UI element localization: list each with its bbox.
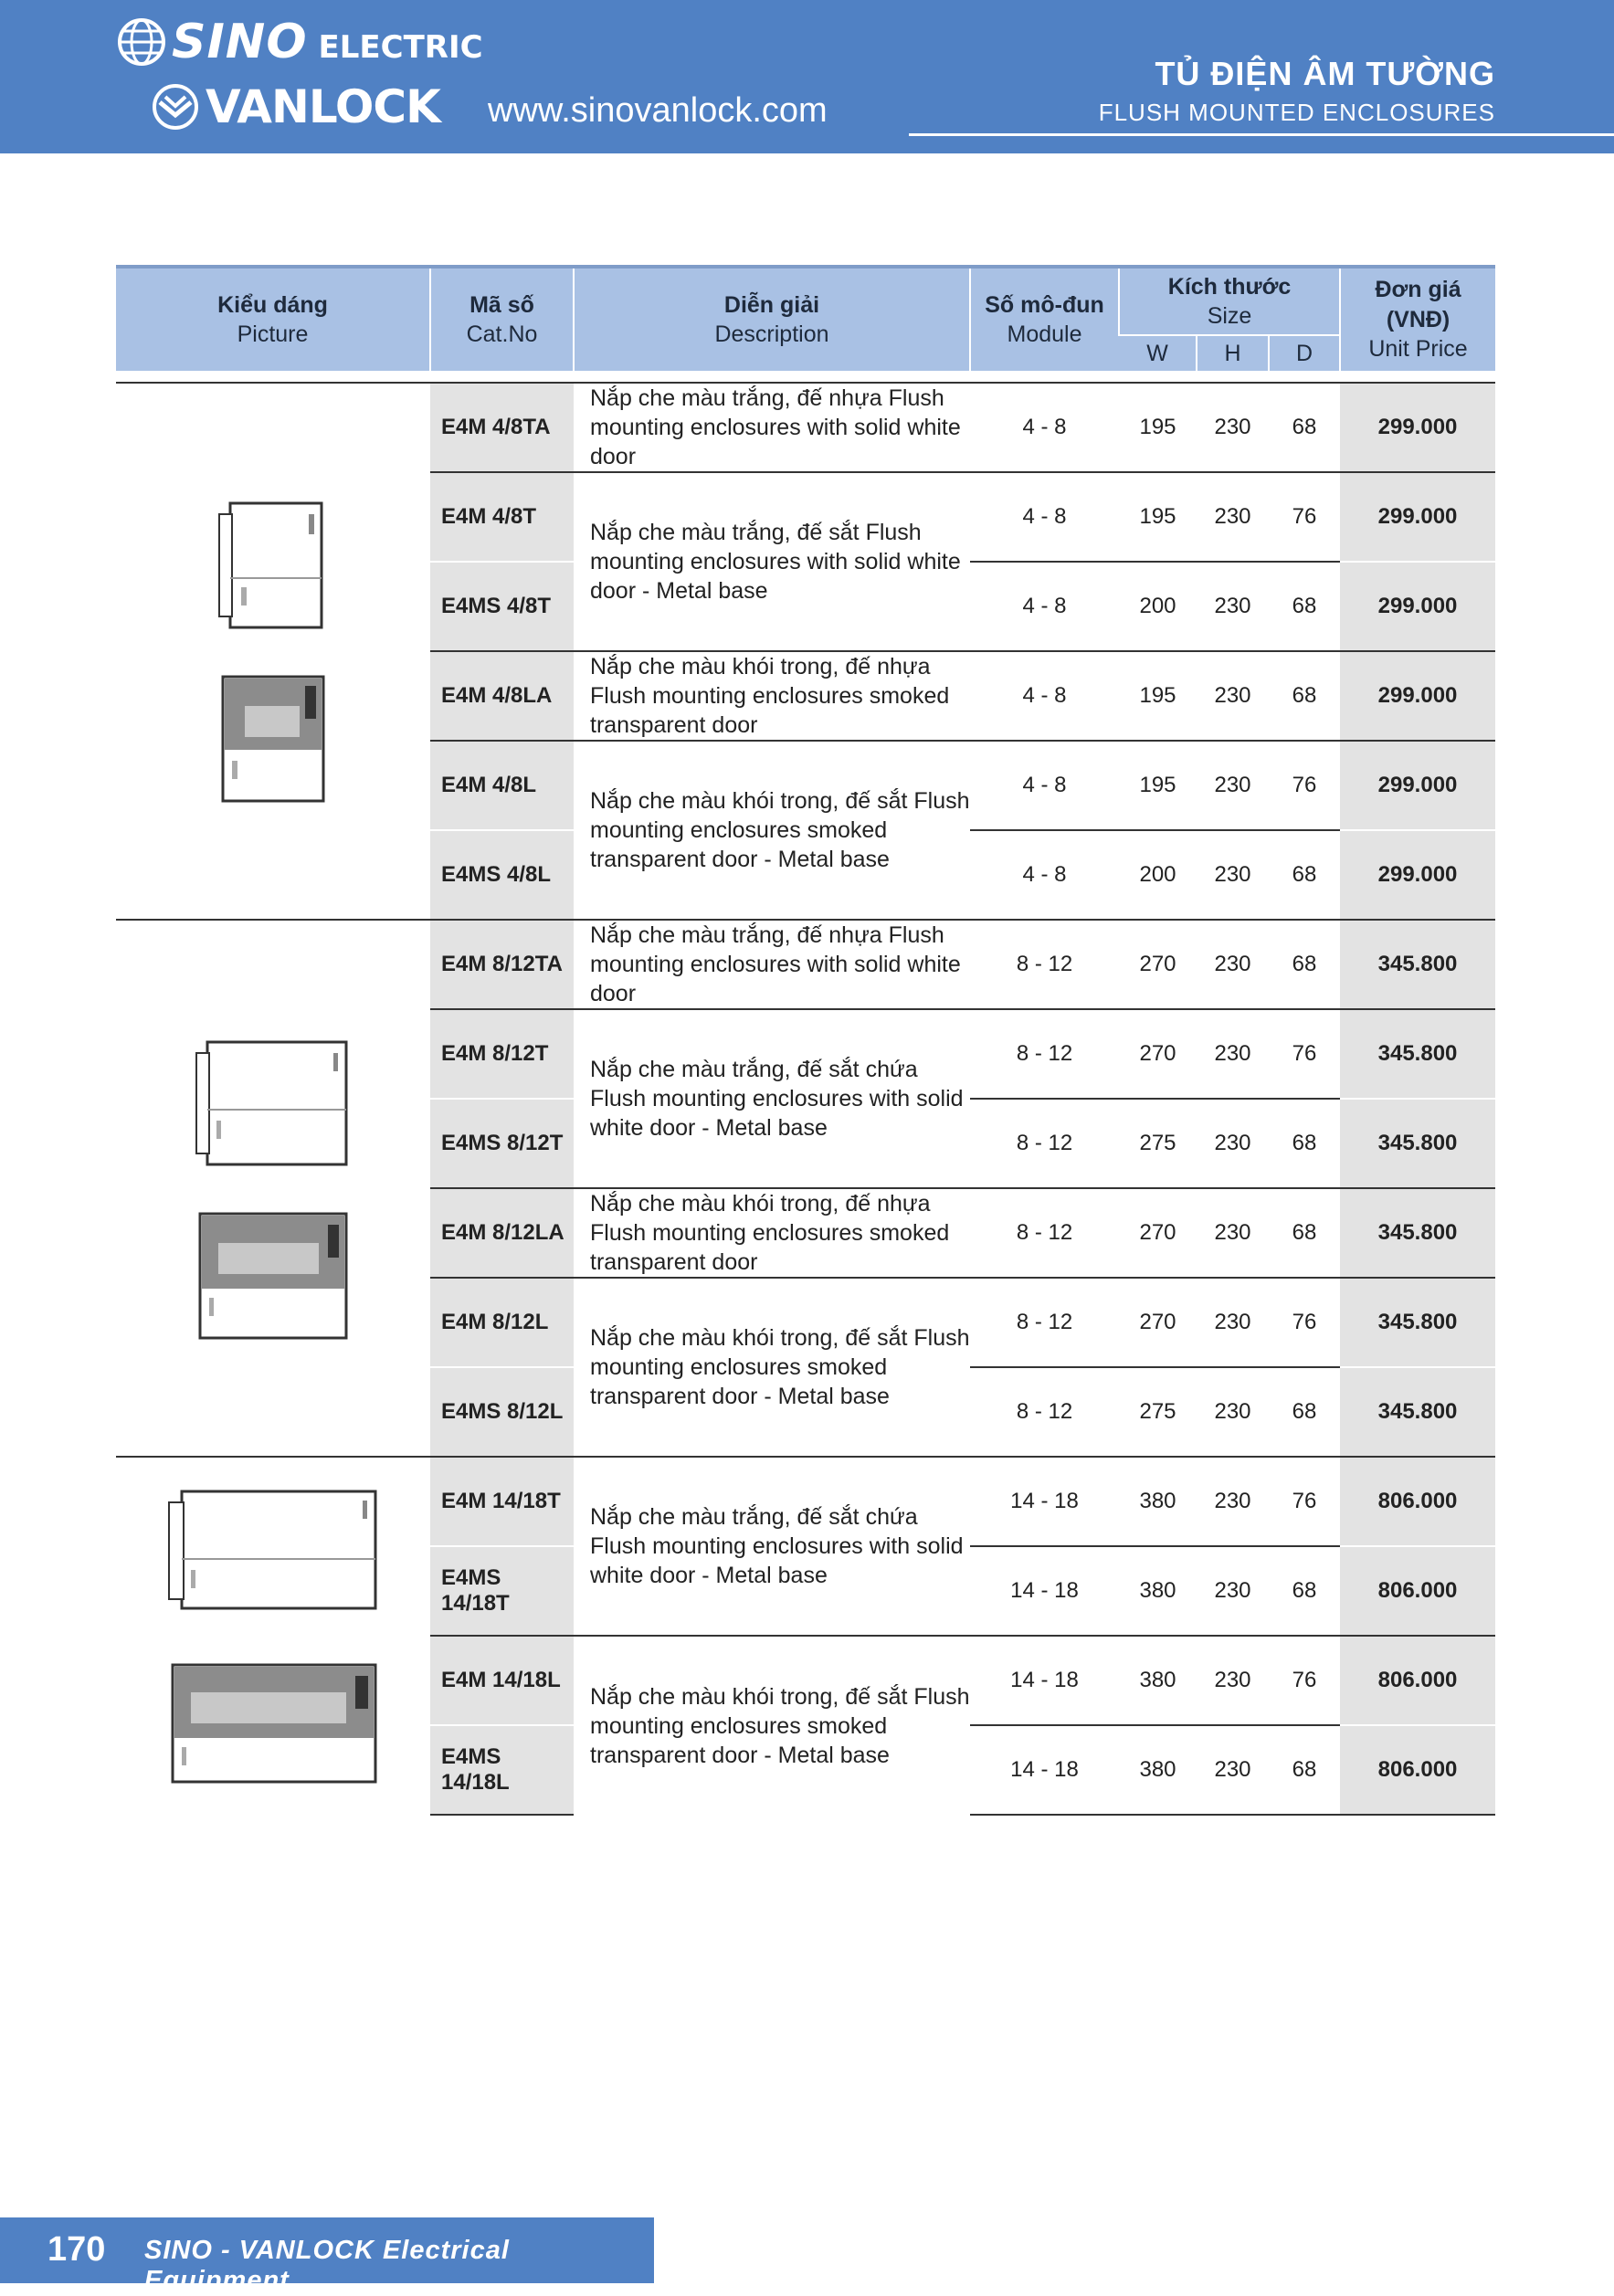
table-row bbox=[116, 1457, 1495, 1546]
size-h: 230 bbox=[1197, 1099, 1269, 1188]
size-w: 275 bbox=[1119, 1099, 1197, 1188]
size-h: 230 bbox=[1197, 1457, 1269, 1546]
module: 4 - 8 bbox=[970, 741, 1119, 830]
size-d: 76 bbox=[1269, 741, 1340, 830]
size-h: 230 bbox=[1197, 1009, 1269, 1099]
size-d: 68 bbox=[1269, 383, 1340, 472]
price-table bbox=[116, 265, 1495, 1816]
size-h: 230 bbox=[1197, 383, 1269, 472]
unit-price: 806.000 bbox=[1340, 1457, 1495, 1546]
module: 4 - 8 bbox=[970, 562, 1119, 651]
brand-vanlock: VANLOCK bbox=[206, 80, 440, 133]
size-d: 76 bbox=[1269, 1278, 1340, 1367]
table-row bbox=[116, 383, 1495, 472]
module: 4 - 8 bbox=[970, 830, 1119, 920]
unit-price: 806.000 bbox=[1340, 1725, 1495, 1815]
size-d: 68 bbox=[1269, 920, 1340, 1009]
vanlock-logo bbox=[151, 80, 440, 133]
cat-no: E4M 4/8LA bbox=[430, 651, 574, 741]
size-d: 68 bbox=[1269, 651, 1340, 741]
white-door-enclosure-image bbox=[214, 496, 332, 633]
unit-price: 299.000 bbox=[1340, 830, 1495, 920]
cat-no: E4M 4/8L bbox=[430, 741, 574, 830]
page-number: 170 bbox=[47, 2230, 106, 2269]
table-row bbox=[116, 920, 1495, 1009]
unit-price: 806.000 bbox=[1340, 1636, 1495, 1725]
cat-no: E4MS 4/8L bbox=[430, 830, 574, 920]
description: Nắp che màu trắng, đế sắt chứa Flush mounting enclosures with solid white door - Metal base bbox=[574, 1457, 970, 1636]
unit-price: 345.800 bbox=[1340, 1188, 1495, 1278]
table-header bbox=[116, 267, 1495, 371]
size-w: 275 bbox=[1119, 1367, 1197, 1457]
smoked-door-enclosure-image bbox=[191, 1206, 355, 1343]
size-h: 230 bbox=[1197, 1636, 1269, 1725]
size-w: 195 bbox=[1119, 741, 1197, 830]
size-w: 380 bbox=[1119, 1725, 1197, 1815]
unit-price: 345.800 bbox=[1340, 1009, 1495, 1099]
size-d: 76 bbox=[1269, 472, 1340, 562]
description: Nắp che màu trắng, đế sắt chứa Flush mounting enclosures with solid white door - Metal base bbox=[574, 1009, 970, 1188]
size-w: 195 bbox=[1119, 651, 1197, 741]
unit-price: 806.000 bbox=[1340, 1546, 1495, 1636]
size-w: 380 bbox=[1119, 1546, 1197, 1636]
unit-price: 299.000 bbox=[1340, 472, 1495, 562]
size-d: 68 bbox=[1269, 1367, 1340, 1457]
header-picture: Kiểu dáng Picture bbox=[116, 267, 430, 371]
size-w: 195 bbox=[1119, 472, 1197, 562]
product-pictures-8-12 bbox=[116, 920, 430, 1457]
description: Nắp che màu trắng, đế nhựa Flush mounting enclosures with solid white door bbox=[574, 920, 970, 1009]
brand-sino: SINO bbox=[172, 15, 308, 69]
cat-no: E4MS 4/8T bbox=[430, 562, 574, 651]
module: 8 - 12 bbox=[970, 1367, 1119, 1457]
cat-no: E4MS 14/18T bbox=[430, 1546, 574, 1636]
size-d: 68 bbox=[1269, 1546, 1340, 1636]
white-door-enclosure-image bbox=[164, 1486, 383, 1614]
module: 14 - 18 bbox=[970, 1636, 1119, 1725]
description: Nắp che màu khói trong, đế nhựa Flush mounting enclosures smoked transparent door bbox=[574, 1188, 970, 1278]
unit-price: 345.800 bbox=[1340, 1278, 1495, 1367]
cat-no: E4MS 8/12T bbox=[430, 1099, 574, 1188]
module: 8 - 12 bbox=[970, 1099, 1119, 1188]
website-url[interactable]: www.sinovanlock.com bbox=[488, 91, 828, 130]
size-w: 270 bbox=[1119, 1009, 1197, 1099]
module: 4 - 8 bbox=[970, 651, 1119, 741]
header-description: Diễn giải Description bbox=[574, 267, 970, 371]
size-w: 380 bbox=[1119, 1457, 1197, 1546]
size-w: 200 bbox=[1119, 562, 1197, 651]
page-title: TỦ ĐIỆN ÂM TƯỜNG bbox=[1155, 55, 1495, 92]
page-footer bbox=[0, 2217, 654, 2295]
header-w: W bbox=[1119, 335, 1197, 371]
module: 14 - 18 bbox=[970, 1457, 1119, 1546]
cat-no: E4M 8/12L bbox=[430, 1278, 574, 1367]
size-h: 230 bbox=[1197, 920, 1269, 1009]
header-unit-price: Đơn giá (VNĐ) Unit Price bbox=[1340, 267, 1495, 371]
cat-no: E4M 8/12T bbox=[430, 1009, 574, 1099]
unit-price: 299.000 bbox=[1340, 562, 1495, 651]
cat-no: E4M 8/12LA bbox=[430, 1188, 574, 1278]
size-h: 230 bbox=[1197, 1188, 1269, 1278]
description: Nắp che màu khói trong, đế sắt Flush mounting enclosures smoked transparent door - Metal base bbox=[574, 1278, 970, 1457]
page-subtitle: FLUSH MOUNTED ENCLOSURES bbox=[1098, 99, 1495, 126]
header-divider bbox=[909, 133, 1614, 136]
size-w: 270 bbox=[1119, 920, 1197, 1009]
module: 14 - 18 bbox=[970, 1546, 1119, 1636]
white-door-enclosure-image bbox=[191, 1033, 355, 1170]
cat-no: E4M 8/12TA bbox=[430, 920, 574, 1009]
brand-electric: ELECTRIC bbox=[318, 29, 483, 66]
vanlock-emblem-icon bbox=[151, 82, 200, 132]
module: 4 - 8 bbox=[970, 383, 1119, 472]
cat-no: E4MS 8/12L bbox=[430, 1367, 574, 1457]
smoked-door-enclosure-image bbox=[164, 1659, 383, 1787]
size-h: 230 bbox=[1197, 1367, 1269, 1457]
size-d: 68 bbox=[1269, 830, 1340, 920]
description: Nắp che màu trắng, đế nhựa Flush mounting enclosures with solid white door bbox=[574, 383, 970, 472]
header-cat-no: Mã số Cat.No bbox=[430, 267, 574, 371]
size-d: 76 bbox=[1269, 1009, 1340, 1099]
cat-no: E4M 4/8T bbox=[430, 472, 574, 562]
header-d: D bbox=[1269, 335, 1340, 371]
unit-price: 299.000 bbox=[1340, 383, 1495, 472]
footer-label: SINO - VANLOCK Electrical Equipment bbox=[144, 2236, 510, 2295]
size-w: 200 bbox=[1119, 830, 1197, 920]
module: 8 - 12 bbox=[970, 920, 1119, 1009]
description: Nắp che màu khói trong, đế nhựa Flush mounting enclosures smoked transparent door bbox=[574, 651, 970, 741]
description: Nắp che màu trắng, đế sắt Flush mounting enclosures with solid white door - Metal base bbox=[574, 472, 970, 651]
product-pictures-14-18 bbox=[116, 1457, 430, 1815]
description: Nắp che màu khói trong, đế sắt Flush mounting enclosures smoked transparent door - Metal base bbox=[574, 1636, 970, 1815]
size-h: 230 bbox=[1197, 1278, 1269, 1367]
product-pictures-4-8 bbox=[116, 383, 430, 920]
size-d: 68 bbox=[1269, 1099, 1340, 1188]
size-d: 68 bbox=[1269, 1188, 1340, 1278]
cat-no: E4M 4/8TA bbox=[430, 383, 574, 472]
header-size: Kích thước Size bbox=[1119, 267, 1340, 335]
module: 8 - 12 bbox=[970, 1188, 1119, 1278]
module: 8 - 12 bbox=[970, 1009, 1119, 1099]
unit-price: 299.000 bbox=[1340, 651, 1495, 741]
unit-price: 345.800 bbox=[1340, 1099, 1495, 1188]
module: 8 - 12 bbox=[970, 1278, 1119, 1367]
size-w: 270 bbox=[1119, 1188, 1197, 1278]
unit-price: 299.000 bbox=[1340, 741, 1495, 830]
size-d: 76 bbox=[1269, 1457, 1340, 1546]
size-d: 68 bbox=[1269, 1725, 1340, 1815]
size-h: 230 bbox=[1197, 472, 1269, 562]
unit-price: 345.800 bbox=[1340, 920, 1495, 1009]
module: 4 - 8 bbox=[970, 472, 1119, 562]
size-h: 230 bbox=[1197, 1725, 1269, 1815]
size-d: 68 bbox=[1269, 562, 1340, 651]
size-h: 230 bbox=[1197, 562, 1269, 651]
size-w: 195 bbox=[1119, 383, 1197, 472]
size-h: 230 bbox=[1197, 830, 1269, 920]
header-module: Số mô-đun Module bbox=[970, 267, 1119, 371]
size-h: 230 bbox=[1197, 741, 1269, 830]
smoked-door-enclosure-image bbox=[214, 669, 332, 806]
cat-no: E4M 14/18L bbox=[430, 1636, 574, 1725]
module: 14 - 18 bbox=[970, 1725, 1119, 1815]
size-w: 380 bbox=[1119, 1636, 1197, 1725]
description: Nắp che màu khói trong, đế sắt Flush mounting enclosures smoked transparent door - Metal base bbox=[574, 741, 970, 920]
size-h: 230 bbox=[1197, 1546, 1269, 1636]
cat-no: E4MS 14/18L bbox=[430, 1725, 574, 1815]
header-h: H bbox=[1197, 335, 1269, 371]
sino-electric-logo bbox=[117, 15, 483, 69]
size-d: 76 bbox=[1269, 1636, 1340, 1725]
unit-price: 345.800 bbox=[1340, 1367, 1495, 1457]
size-h: 230 bbox=[1197, 651, 1269, 741]
page-header bbox=[0, 0, 1614, 153]
globe-icon bbox=[117, 17, 166, 67]
cat-no: E4M 14/18T bbox=[430, 1457, 574, 1546]
size-w: 270 bbox=[1119, 1278, 1197, 1367]
